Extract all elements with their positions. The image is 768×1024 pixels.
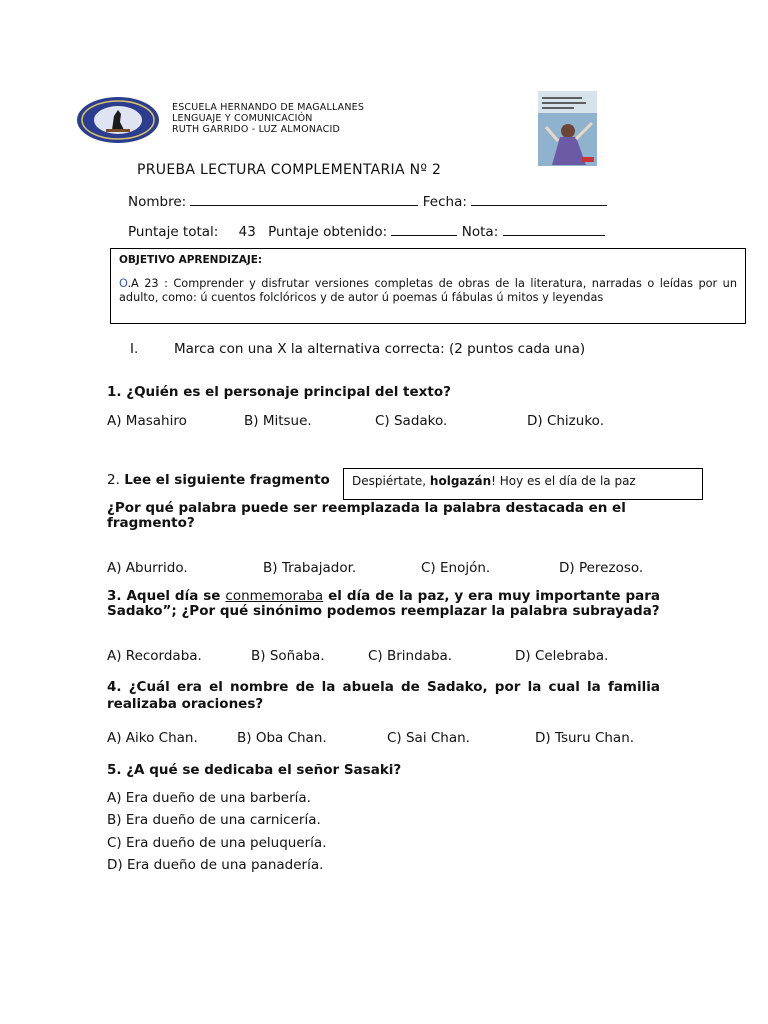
fragment-post: ! Hoy es el día de la paz	[491, 474, 636, 488]
q3-option-d[interactable]: D) Celebraba.	[515, 648, 609, 664]
total-score-value: 43	[238, 224, 256, 240]
question-3	[107, 589, 660, 619]
question-3-pre: 3. Aquel día se	[107, 588, 226, 604]
test-title: PRUEBA LECTURA COMPLEMENTARIA Nº 2	[137, 162, 442, 178]
q5-option-b[interactable]: B) Era dueño de una carnicería.	[107, 812, 321, 828]
fragment-pre: Despiértate,	[352, 474, 430, 488]
question-5: 5. ¿A qué se dedicaba el señor Sasaki?	[107, 762, 402, 778]
q5-option-c[interactable]: C) Era dueño de una peluquería.	[107, 835, 327, 851]
instruction-text: Marca con una X la alternativa correcta: (2 puntos cada una)	[174, 341, 586, 357]
question-2-intro-text: Lee el siguiente fragmento	[124, 472, 330, 488]
book-cover-image	[538, 91, 597, 166]
teacher-names: RUTH GARRIDO - LUZ ALMONACID	[172, 124, 341, 135]
school-name: ESCUELA HERNANDO DE MAGALLANES	[172, 102, 365, 113]
school-logo	[76, 96, 160, 144]
section-number: I.	[130, 341, 139, 357]
question-4: 4. ¿Cuál era el nombre de la abuela de Sadako, por la cual la familia realizaba oraciones?	[107, 679, 660, 712]
score-row	[128, 223, 605, 240]
q4-option-c[interactable]: C) Sai Chan.	[387, 730, 470, 746]
question-2-intro	[107, 472, 330, 488]
objective-code-letter: O	[119, 277, 128, 290]
q2-option-d[interactable]: D) Perezoso.	[559, 560, 644, 576]
q2-option-c[interactable]: C) Enojón.	[421, 560, 491, 576]
q2-option-b[interactable]: B) Trabajador.	[263, 560, 357, 576]
obtained-score-field[interactable]	[391, 223, 457, 236]
question-3-post: el día de la paz, y era muy importante para Sadako”; ¿Por qué sinónimo podemos reemplazar la palabra subrayada?	[107, 588, 660, 619]
subject-name: LENGUAJE Y COMUNICACIÓN	[172, 113, 313, 124]
q3-option-b[interactable]: B) Soñaba.	[251, 648, 325, 664]
objective-text	[119, 277, 737, 305]
q1-option-c[interactable]: C) Sadako.	[375, 413, 448, 429]
objective-box	[110, 248, 746, 324]
q4-option-d[interactable]: D) Tsuru Chan.	[535, 730, 635, 746]
question-1-number: 1.	[107, 384, 122, 400]
question-3-underlined-word: conmemoraba	[225, 588, 324, 604]
grade-label: Nota:	[461, 224, 499, 240]
objective-body: .A 23 : Comprender y disfrutar versiones completas de obras de la literatura, narradas o leídas por un adulto, como: ú cuentos folclóricos y de autor ú poemas ú fábulas ú mitos y leyendas	[119, 277, 737, 304]
objective-heading: OBJETIVO APRENDIZAJE:	[119, 254, 263, 266]
q1-option-d[interactable]: D) Chizuko.	[527, 413, 604, 429]
q4-option-b[interactable]: B) Oba Chan.	[237, 730, 327, 746]
q5-option-a[interactable]: A) Era dueño de una barbería.	[107, 790, 311, 806]
question-1	[107, 384, 451, 400]
total-score-label: Puntaje total:	[128, 224, 219, 240]
grade-field[interactable]	[503, 223, 605, 236]
fragment-box	[343, 468, 703, 500]
q2-option-a[interactable]: A) Aburrido.	[107, 560, 188, 576]
name-date-row	[128, 193, 607, 210]
date-field[interactable]	[471, 193, 607, 206]
question-2-number: 2.	[107, 472, 120, 488]
q4-option-a[interactable]: A) Aiko Chan.	[107, 730, 198, 746]
q5-option-d[interactable]: D) Era dueño de una panadería.	[107, 857, 324, 873]
q3-option-a[interactable]: A) Recordaba.	[107, 648, 202, 664]
question-1-text: ¿Quién es el personaje principal del texto?	[126, 384, 451, 400]
name-label: Nombre:	[128, 194, 187, 210]
name-field[interactable]	[190, 193, 418, 206]
date-label: Fecha:	[422, 194, 467, 210]
obtained-score-label: Puntaje obtenido:	[268, 224, 388, 240]
q1-option-a[interactable]: A) Masahiro	[107, 413, 187, 429]
q1-option-b[interactable]: B) Mitsue.	[244, 413, 312, 429]
school-info	[172, 102, 364, 135]
q3-option-c[interactable]: C) Brindaba.	[368, 648, 453, 664]
fragment-highlighted-word: holgazán	[429, 474, 492, 488]
section-instruction	[130, 341, 586, 357]
question-2-text: ¿Por qué palabra puede ser reemplazada la palabra destacada en el fragmento?	[107, 500, 626, 531]
